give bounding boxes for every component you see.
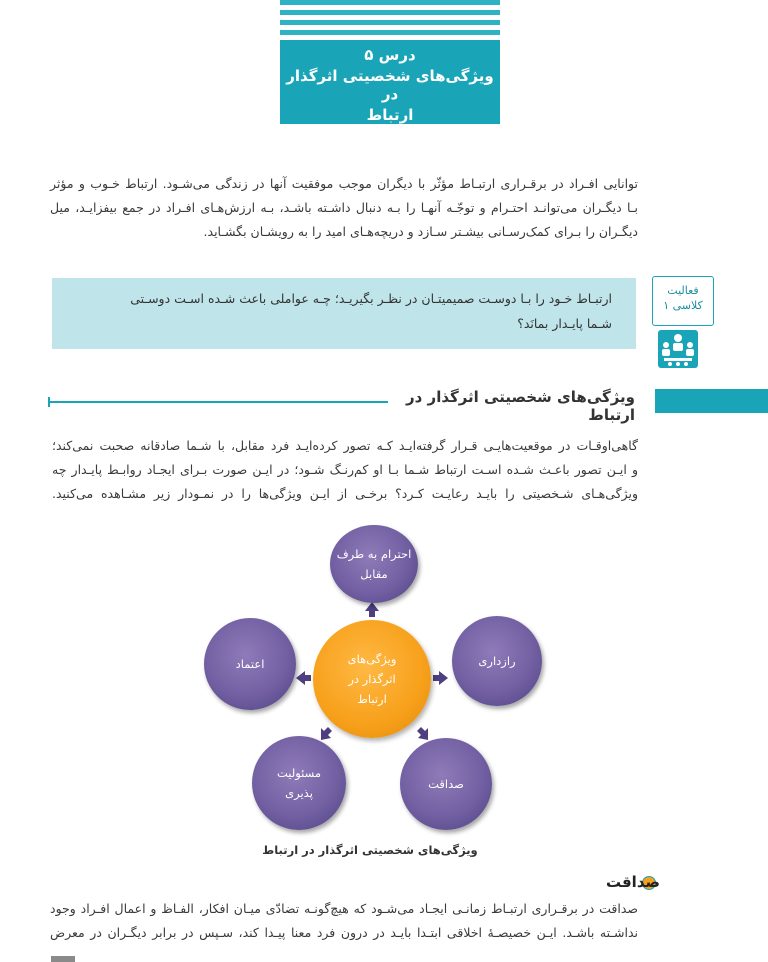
diagram-center-node	[313, 620, 431, 738]
arrow-right-icon	[433, 671, 448, 685]
activity-badge-label: فعالیت	[667, 284, 699, 297]
arrow-up-icon	[365, 602, 379, 617]
activity-line: شـما پایـدار بمانَد؟	[517, 316, 612, 331]
arrow-down-left-icon	[321, 727, 332, 740]
diagram-node-trust	[204, 618, 296, 710]
diagram-node-respect	[330, 525, 418, 603]
diagram-center-label: اثرگذار در	[348, 672, 396, 686]
lesson-label: درس ۵	[364, 46, 416, 64]
subsection-line: صداقت در برقـراری ارتبـاط زمانـی ایجـاد می‌شـود که هیچ‌گونـه تضادّی میـان افکار، الفـاظ و اعمال افـراد وجود	[50, 901, 638, 916]
diagram-caption: ویژگی‌های شخصیتی اثرگذار در ارتباط	[262, 843, 478, 857]
intro-line: توانایی افـراد در برقـراری ارتبـاط مؤثّر با دیگران موجب موفقیت آنها در زندگی می‌شـود. ارتباط خـوب و مؤثر	[50, 176, 638, 191]
lesson-title: ارتباط	[366, 106, 414, 124]
lesson-title: ویژگی‌های شخصیتی اثرگذار در	[286, 67, 494, 103]
activity-badge-label: کلاسی ۱	[663, 299, 703, 312]
diagram-node-label: مسئولیت	[276, 766, 322, 780]
diagram-node-label: اعتماد	[235, 657, 265, 671]
arrow-down-right-icon	[417, 727, 428, 740]
diagram-node-confidentiality	[452, 616, 542, 706]
body-line: و ایـن تصور باعـث شـده اسـت ارتباط شـما بـا او کم‌رنـگ شـود؛ در ایـن صورت بـرای ایجـاد روابـط پایـدار چه	[52, 462, 638, 477]
diagram-node-label: پذیری	[285, 786, 313, 800]
diagram-node-label: رازداری	[478, 654, 516, 668]
subsection-line: نداشـته باشـد. ایـن خصیصـهٔ اخلاقی ابتـدا بایـد در درون فرد معنا پیـدا کند، سـپس در برابر دیگـران در معرض	[50, 925, 638, 940]
section-title: ویژگی‌های شخصیتی اثرگذار در ارتباط	[406, 388, 635, 424]
diagram-node-responsibility	[252, 736, 346, 830]
intro-line: بـا دیگـران می‌توانـد احتـرام و توجّـه آنهـا را بـه دنبال داشـته باشـد، بـه ارزش‌هـای افـراد در جمع بیفزایـد، میل	[50, 200, 638, 215]
diagram-node-label: احترام به طرف	[336, 547, 412, 561]
body-line: گاهی‌اوقـات در موقعیت‌هایـی قـرار گرفته‌ایـد کـه تصور کرده‌ایـد فرد مقابل، با شـما صادقانه صحبت نمی‌کند؛	[52, 438, 638, 453]
page-marker	[51, 956, 75, 962]
body-line: ویژگی‌هـای شـخصیتی را بایـد رعایـت کـرد؟ برخـی از ایـن ویژگی‌ها را در نمـودار زیر مشـاهده می‌کنید.	[52, 486, 638, 501]
diagram-node-honesty	[400, 738, 492, 830]
subsection-title: صداقت	[605, 873, 660, 891]
activity-line: ارتبـاط خـود را بـا دوسـت صمیمیتـان در نظـر بگیریـد؛ چـه عواملی باعث شـده اسـت دوسـتی	[130, 291, 612, 306]
diagram-center-label: ویژگی‌های	[347, 652, 397, 666]
diagram-node-label: مقابل	[360, 567, 388, 581]
arrow-left-icon	[296, 671, 311, 685]
intro-line: دیگـران را بـرای کمک‌رسـانی بیشـتر سـازد و دریچه‌هـای امید را به رویشـان بگشـاید.	[203, 224, 638, 239]
diagram-node-label: صداقت	[428, 777, 464, 791]
diagram-center-label: ارتباط	[357, 692, 387, 706]
subsection-paragraph	[50, 897, 638, 945]
